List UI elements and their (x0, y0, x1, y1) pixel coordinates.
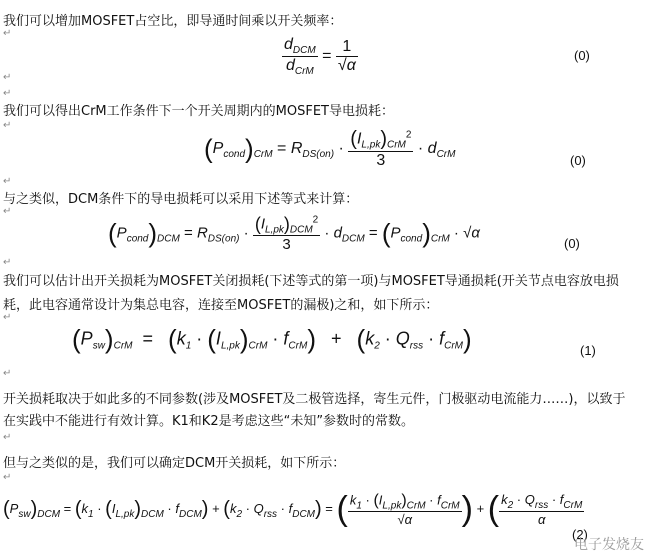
equation-dcm-conduction-loss: $(P_{cond})_{DCM} = R_{DS(on)}$ · $\frac{(I_{L,pk})_{DCM}^2}{3}$ · $d_{DCM} = (P_{cond})_{CrM} \cdot √\alpha$ (108, 214, 480, 254)
equation-number: (0) (570, 153, 586, 168)
paragraph-switching-parameters-line2: 在实践中不能进行有效计算。K1和K2是考虑这些“未知”参数时的常数。 (3, 414, 415, 429)
paragraph-mark: ↵ (3, 432, 12, 443)
equation-duty-ratio: $\frac{d_{DCM}}{d_{CrM}}$ = $\frac{1}{√\alpha}$ (284, 36, 356, 77)
paragraph-mark: ↵ (3, 120, 12, 131)
paragraph-mark: ↵ (3, 28, 12, 39)
paragraph-dcm-switching: 但与之类似的是，我们可以确定DCM开关损耗，如下所示： (3, 456, 346, 471)
paragraph-duty-cycle: 我们可以增加MOSFET占空比，即导通时间乘以开关频率： (3, 14, 343, 29)
equation-crm-switching-loss: $(P_{sw})_{CrM} = (k_1 \cdot (I_{L,pk})_{CrM} \cdot f_{CrM}) + (k_2 \cdot Q_{rss} \cdot f_{CrM})$ (72, 324, 472, 354)
paragraph-mark: ↵ (3, 176, 12, 187)
equation-number: (1) (580, 343, 596, 358)
equation-number: (0) (574, 48, 590, 63)
watermark-logo: 电子发烧友 (574, 537, 644, 553)
equation-number: (0) (564, 236, 580, 251)
paragraph-switching-loss-line2: 耗，此电容通常设计为集总电容，连接至MOSFET的漏极)之和，如下所示： (3, 298, 439, 313)
equation-number: (2) (572, 527, 588, 542)
paragraph-switching-parameters-line1: 开关损耗取决于如此多的不同参数(涉及MOSFET及二极管选择，寄生元件，门极驱动电流能力……)，以致于 (3, 392, 626, 407)
paragraph-mark: ↵ (3, 472, 12, 483)
paragraph-mark: ↵ (3, 72, 12, 83)
paragraph-mark: ↵ (3, 312, 12, 323)
paragraph-mark: ↵ (3, 257, 12, 268)
paragraph-switching-loss-line1: 我们可以估计出开关损耗为MOSFET关闭损耗(下述等式的第一项)与MOSFET导通损耗(开关节点电容放电损 (3, 274, 619, 289)
paragraph-mark: ↵ (3, 88, 12, 99)
paragraph-crm-conduction: 我们可以得出CrM工作条件下一个开关周期内的MOSFET导电损耗： (3, 104, 394, 119)
equation-crm-conduction-loss: $(P_{cond})_{CrM} = R_{DS(on)}$ · $\frac{(I_{L,pk})_{CrM}^2}{3}$ · $d_{CrM}$ (204, 128, 456, 169)
paragraph-dcm-conduction: 与之类似，DCM条件下的导电损耗可以采用下述等式来计算： (3, 192, 359, 207)
paragraph-mark: ↵ (3, 206, 12, 217)
paragraph-mark: ↵ (3, 368, 12, 379)
equation-dcm-switching-loss: $(P_{sw})_{DCM} = (k_1 \cdot (I_{L,pk})_{DCM} \cdot f_{DCM}) + (k_2 \cdot Q_{rss} \cdot f_{DCM})$ = ( $\frac{k_1 \cdot (I_{L,pk})_{CrM} \cdot f_{CrM}}{√\alpha}$ ) + ( $\frac{k_2 \cdot Q_{rss} \cdot f_{CrM}}{\alpha}$ (3, 490, 583, 528)
